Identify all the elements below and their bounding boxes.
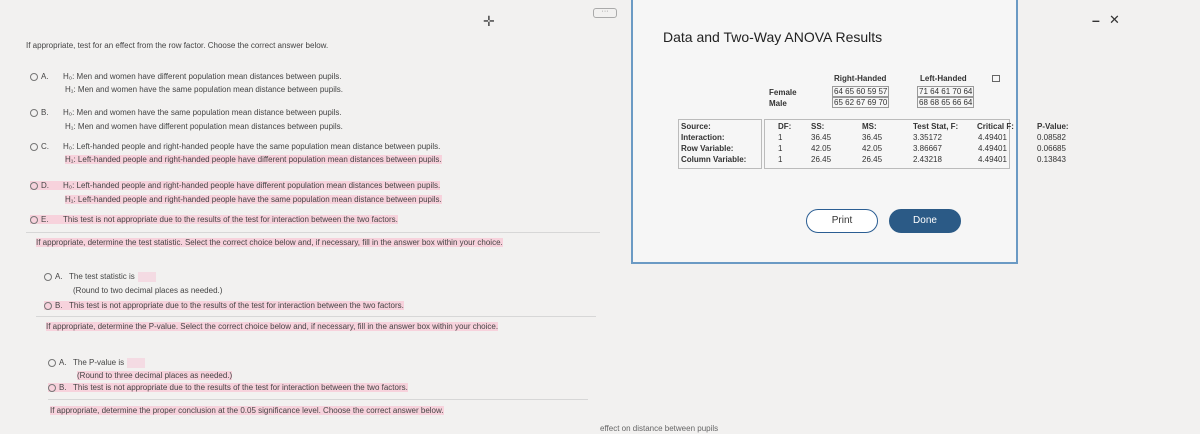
- option-c-h1: H₁: Left-handed people and right-handed people have different population mean distances between pupils.: [65, 155, 442, 164]
- radio-ts-a[interactable]: [44, 273, 52, 281]
- row-factor-question: If appropriate, test for an effect from the row factor. Choose the correct answer below.: [26, 41, 329, 50]
- test-stat-option-a[interactable]: A. The test statistic is: [44, 272, 156, 282]
- minimize-icon[interactable]: –: [1092, 12, 1100, 28]
- radio-d[interactable]: [30, 182, 38, 190]
- ms-interaction: 36.45: [862, 133, 883, 142]
- more-options-icon[interactable]: ···: [593, 8, 617, 18]
- src-interaction: Interaction:: [681, 133, 725, 142]
- anova-box-right: [764, 119, 1010, 169]
- hdr-p-outer: P-Value:: [1037, 122, 1069, 131]
- option-a-h1: H₁: Men and women have the same population mean distance between pupils.: [65, 85, 343, 94]
- p-value-option-a[interactable]: A. The P-value is: [48, 358, 145, 368]
- radio-e[interactable]: [30, 216, 38, 224]
- hdr-df: DF:: [778, 122, 792, 131]
- f-column: 2.43218: [913, 155, 942, 164]
- female-right: 64 65 60 59 57: [834, 87, 888, 96]
- crit-interaction: 4.49401: [978, 133, 1007, 142]
- male-right: 65 62 67 69 70: [834, 98, 888, 107]
- p-value-question: If appropriate, determine the P-value. Select the correct choice below and, if necessary, fill in the answer box within your choice.: [46, 322, 499, 331]
- hdr-ms: MS:: [862, 122, 877, 131]
- option-a[interactable]: A. H₀: Men and women have different population mean distances between pupils.: [30, 72, 341, 81]
- divider: [48, 399, 588, 400]
- test-stat-question: If appropriate, determine the test statistic. Select the correct choice below and, if necessary, fill in the answer box within your choice.: [36, 238, 503, 247]
- option-b[interactable]: B. H₀: Men and women have the same population mean distance between pupils.: [30, 108, 342, 117]
- female-left: 71 64 61 70 64: [919, 87, 973, 96]
- p-column: 0.13843: [1037, 155, 1066, 164]
- row-label-male: Male: [769, 99, 787, 108]
- radio-pv-b[interactable]: [48, 384, 56, 392]
- conclusion-question: If appropriate, determine the proper conclusion at the 0.05 significance level. Choose the correct answer below.: [50, 406, 444, 415]
- f-row: 3.86667: [913, 144, 942, 153]
- move-cross-icon[interactable]: ✛: [483, 13, 495, 29]
- ss-column: 26.45: [811, 155, 832, 164]
- divider: [36, 316, 596, 317]
- src-row: Row Variable:: [681, 144, 734, 153]
- ss-row: 42.05: [811, 144, 832, 153]
- p-value-option-b[interactable]: B. This test is not appropriate due to the results of the test for interaction between the two factors.: [48, 383, 408, 392]
- hdr-source: Source:: [681, 122, 711, 131]
- hdr-f: Test Stat, F:: [913, 122, 959, 131]
- p-value-note: (Round to three decimal places as needed.): [77, 371, 233, 380]
- src-column: Column Variable:: [681, 155, 747, 164]
- option-d[interactable]: D. H₀: Left-handed people and right-handed people have different population mean distances between pupils.: [30, 181, 440, 190]
- male-left: 68 68 65 66 64: [919, 98, 973, 107]
- test-stat-option-b[interactable]: B. This test is not appropriate due to the results of the test for interaction between the two factors.: [44, 301, 404, 310]
- row-label-female: Female: [769, 88, 797, 97]
- ms-row: 42.05: [862, 144, 883, 153]
- option-d-h1: H₁: Left-handed people and right-handed people have the same population mean distance between pupils.: [65, 195, 442, 204]
- radio-b[interactable]: [30, 109, 38, 117]
- crit-column: 4.49401: [978, 155, 1007, 164]
- copy-icon[interactable]: [992, 75, 1000, 82]
- divider: [26, 232, 600, 233]
- test-stat-note: (Round to two decimal places as needed.): [73, 286, 223, 295]
- print-button[interactable]: Print: [806, 209, 878, 233]
- panel-title: Data and Two-Way ANOVA Results: [663, 29, 883, 45]
- p-interaction: 0.08582: [1037, 133, 1066, 142]
- hdr-ss: SS:: [811, 122, 825, 131]
- option-e[interactable]: E. This test is not appropriate due to the results of the test for interaction between the two factors.: [30, 215, 398, 224]
- test-stat-input[interactable]: [138, 272, 156, 282]
- ss-interaction: 36.45: [811, 133, 832, 142]
- close-icon[interactable]: ✕: [1109, 12, 1120, 27]
- hdr-crit: Critical F:: [977, 122, 1014, 131]
- done-button[interactable]: Done: [889, 209, 961, 233]
- crit-row: 4.49401: [978, 144, 1007, 153]
- option-c[interactable]: C. H₀: Left-handed people and right-handed people have the same population mean distance between pupils.: [30, 142, 440, 151]
- df-row: 1: [778, 144, 783, 153]
- bottom-cutoff-text: effect on distance between pupils: [600, 424, 719, 433]
- p-value-input[interactable]: [127, 358, 145, 368]
- col-header-left: Left-Handed: [920, 74, 967, 83]
- df-column: 1: [778, 155, 783, 164]
- col-header-right: Right-Handed: [834, 74, 887, 83]
- radio-a[interactable]: [30, 73, 38, 81]
- p-row: 0.06685: [1037, 144, 1066, 153]
- df-interaction: 1: [778, 133, 783, 142]
- ms-column: 26.45: [862, 155, 883, 164]
- data-anova-panel: [631, 0, 1018, 264]
- option-b-h1: H₁: Men and women have different population mean distances between pupils.: [65, 122, 343, 131]
- radio-c[interactable]: [30, 143, 38, 151]
- f-interaction: 3.35172: [913, 133, 942, 142]
- radio-pv-a[interactable]: [48, 359, 56, 367]
- radio-ts-b[interactable]: [44, 302, 52, 310]
